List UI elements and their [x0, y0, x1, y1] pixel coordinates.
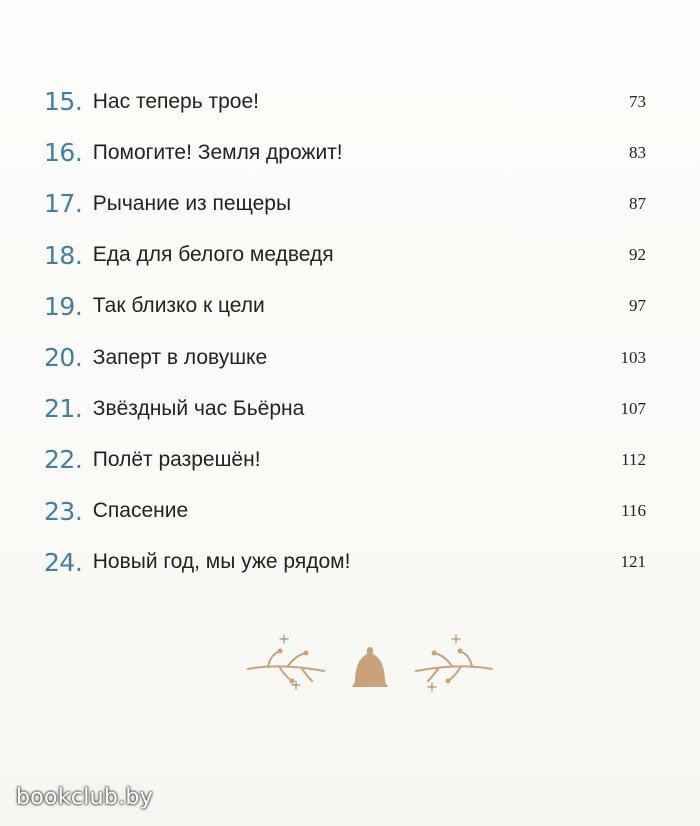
toc-item: 23 . Спасение 116: [44, 496, 646, 526]
chapter-number: 23: [44, 496, 75, 526]
bell-with-branches-icon: [240, 625, 500, 705]
toc-item: 19 . Так близко к цели 97: [44, 291, 646, 321]
toc-item: 22 . Полёт разрешён! 112: [44, 445, 646, 475]
toc-item: 16 . Помогите! Земля дрожит! 83: [44, 138, 646, 168]
chapter-number: 22: [44, 445, 75, 475]
chapter-title: Еда для белого медведя: [92, 243, 334, 267]
toc-item: 21 . Звёздный час Бьёрна 107: [44, 394, 646, 424]
chapter-number: 19: [44, 291, 75, 321]
chapter-title: Спасение: [92, 499, 189, 523]
chapter-page: 83: [629, 142, 646, 162]
toc-item: 15 . Нас теперь трое! 73: [44, 87, 646, 117]
chapter-page: 103: [620, 347, 646, 367]
chapter-number: 24: [44, 547, 75, 577]
chapter-title: Заперт в ловушке: [92, 345, 268, 369]
chapter-number: 17: [44, 189, 75, 219]
chapter-number: 16: [44, 138, 75, 168]
toc-item: 24 . Новый год, мы уже рядом! 121: [44, 547, 646, 577]
chapter-number: 15: [44, 87, 75, 117]
chapter-title: Так близко к цели: [92, 294, 265, 318]
watermark: bookclub.by: [16, 785, 154, 810]
toc-item: 18 . Еда для белого медведя 92: [44, 240, 646, 270]
chapter-title: Полёт разрешён!: [92, 447, 261, 471]
chapter-title: Рычание из пещеры: [92, 191, 292, 215]
toc-item: 20 . Заперт в ловушке 103: [44, 343, 646, 373]
chapter-page: 107: [620, 398, 646, 418]
chapter-page: 116: [621, 501, 646, 521]
chapter-page: 97: [629, 296, 646, 316]
chapter-number: 18: [44, 240, 75, 270]
chapter-page: 92: [629, 245, 646, 265]
chapter-title: Новый год, мы уже рядом!: [92, 550, 351, 574]
chapter-number: 20: [44, 343, 75, 373]
chapter-title: Нас теперь трое!: [92, 89, 260, 113]
chapter-page: 121: [620, 552, 646, 572]
chapter-page: 73: [629, 91, 646, 111]
chapter-number: 21: [44, 394, 75, 424]
chapter-page: 112: [621, 449, 646, 469]
table-of-contents: [44, 76, 646, 588]
chapter-title: Звёздный час Бьёрна: [92, 396, 305, 420]
toc-item: 17 . Рычание из пещеры 87: [44, 189, 646, 219]
chapter-page: 87: [629, 193, 646, 213]
chapter-title: Помогите! Земля дрожит!: [92, 140, 343, 164]
